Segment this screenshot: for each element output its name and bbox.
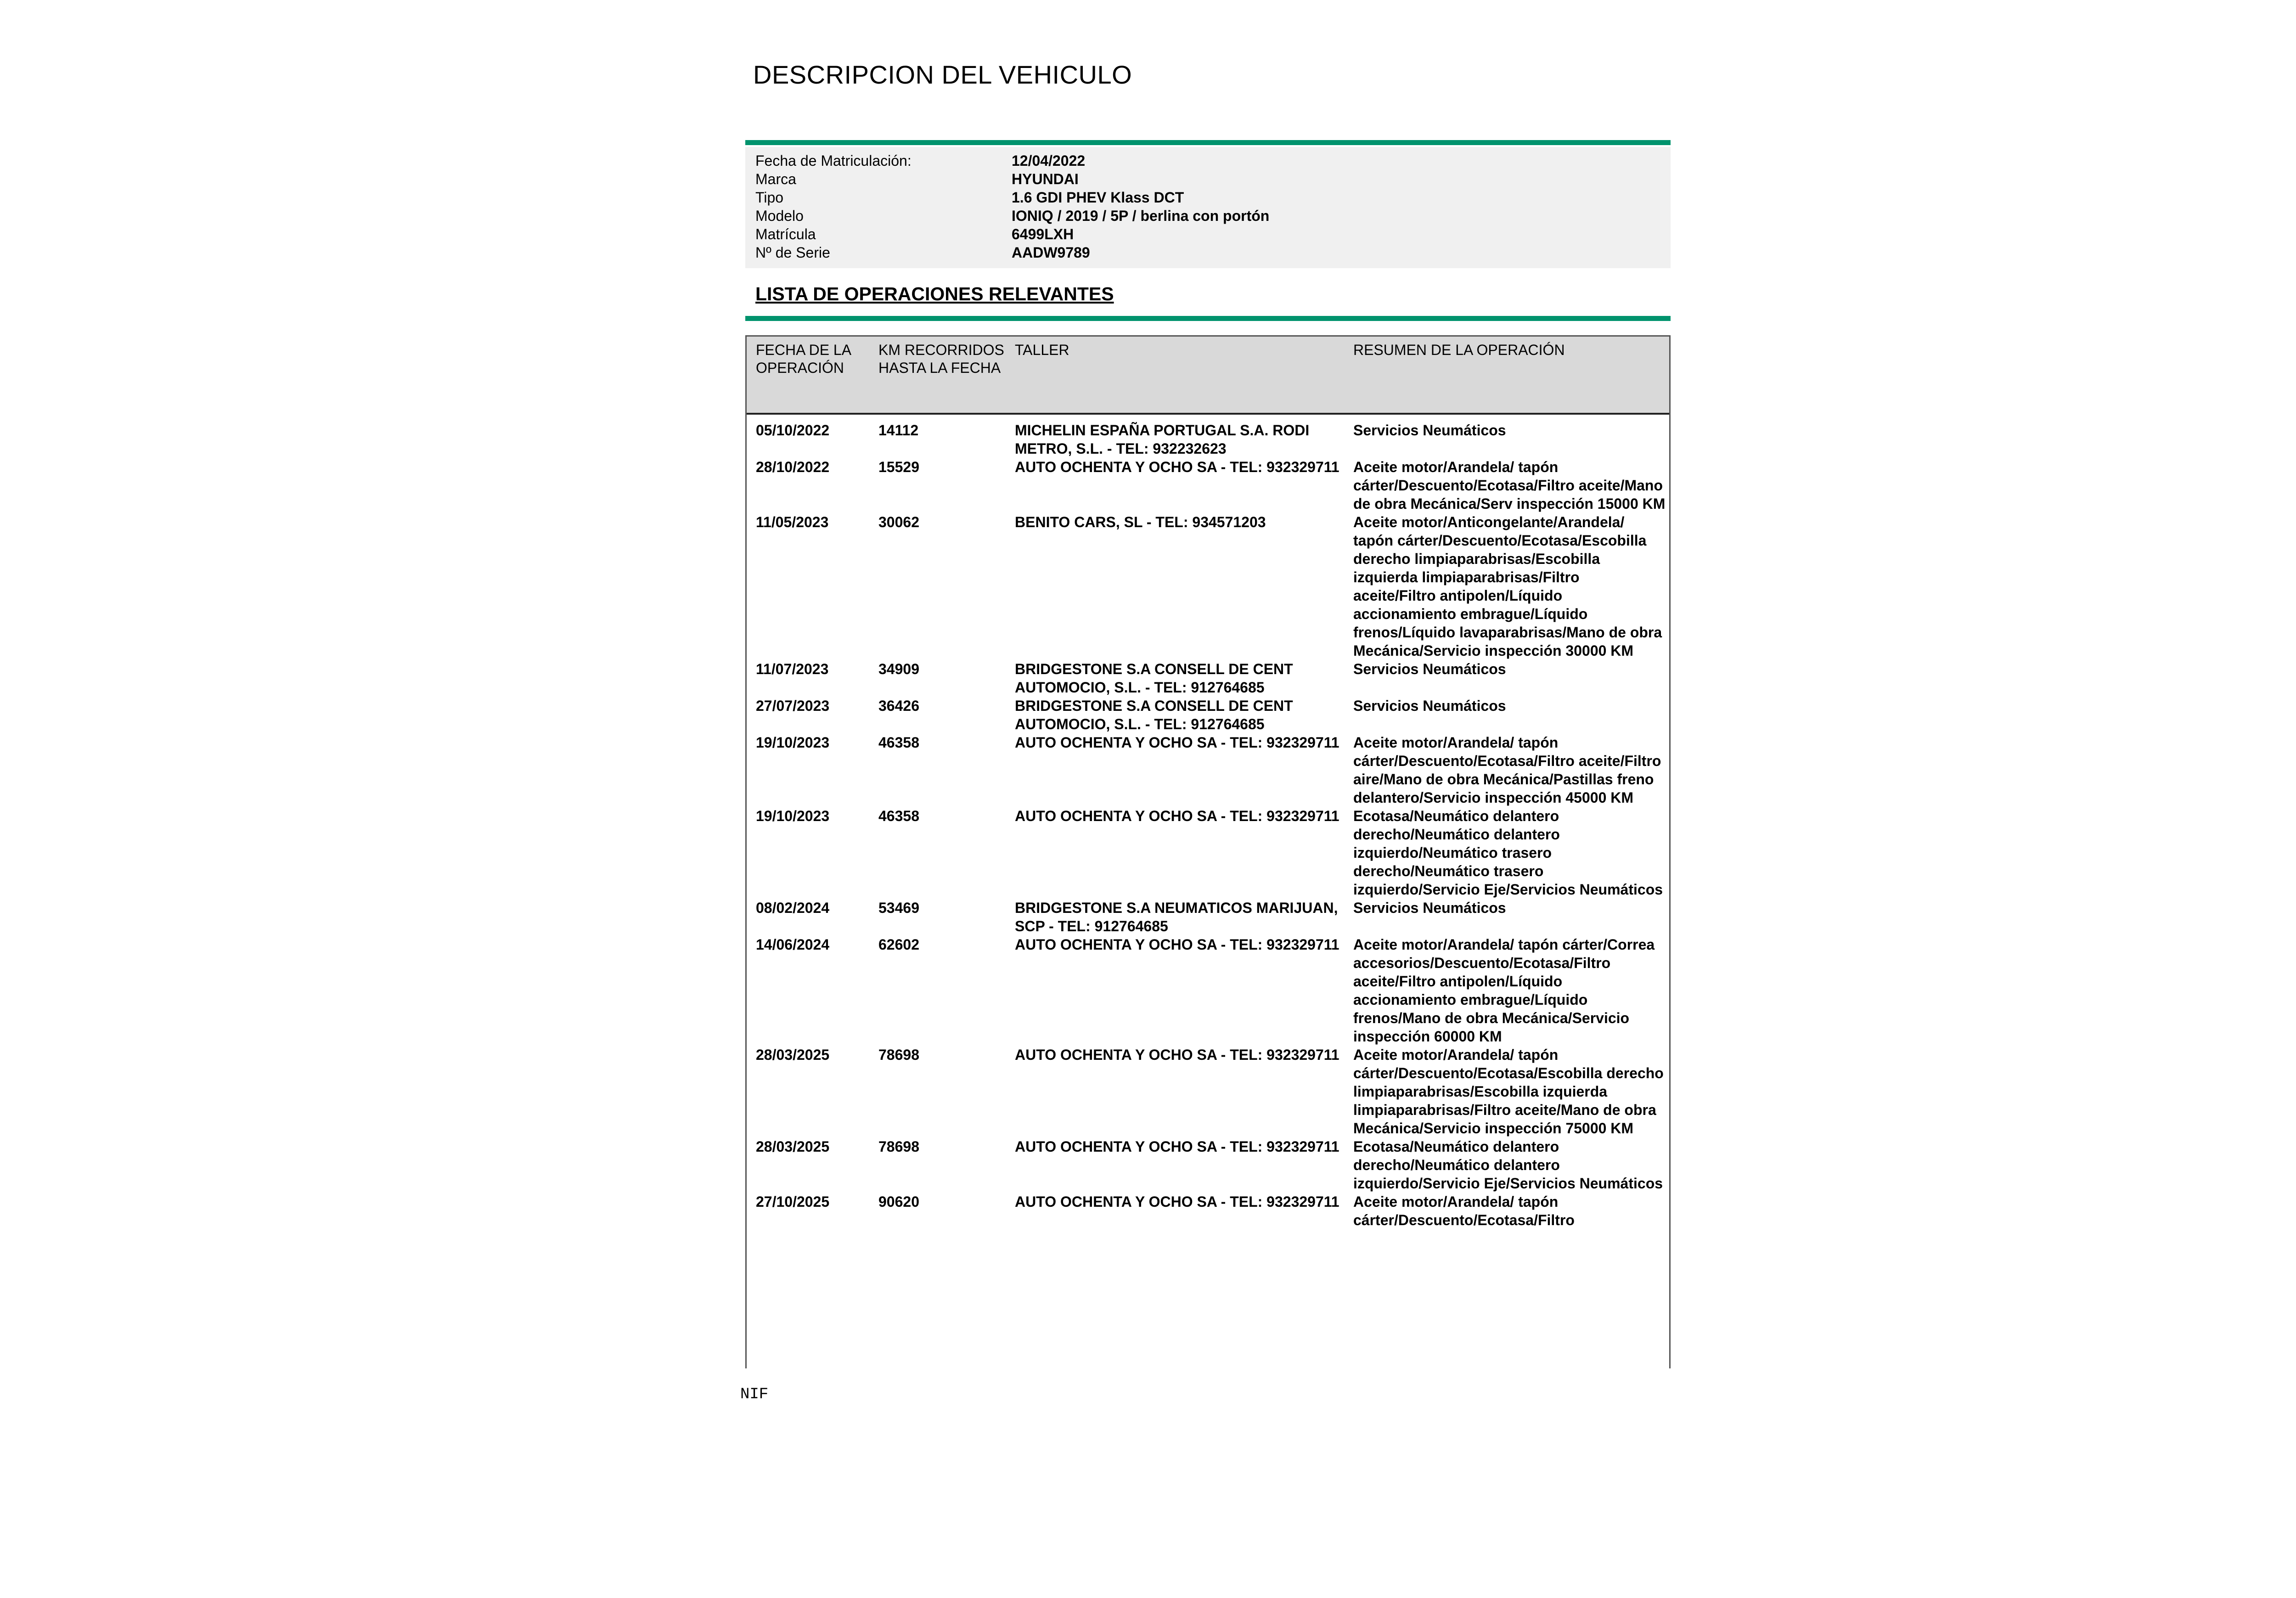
table-row	[747, 513, 1669, 660]
cell-date: 05/10/2022	[756, 422, 830, 439]
header-km: KM RECORRIDOS HASTA LA FECHA	[878, 342, 1004, 376]
table-row	[747, 1137, 1669, 1193]
cell-km: 36426	[878, 698, 919, 714]
table-row	[747, 1193, 1669, 1229]
operations-table-header	[747, 337, 1669, 415]
cell-date: 28/03/2025	[756, 1047, 830, 1063]
cell-summary: Ecotasa/Neumático delantero derecho/Neumático delantero izquierdo/Neumático trasero derecho/Neumático trasero izquierdo/Servicio Eje/Servicios Neumáticos	[1353, 808, 1663, 898]
cell-date: 19/10/2023	[756, 734, 830, 751]
cell-workshop: BRIDGESTONE S.A CONSELL DE CENT AUTOMOCIO, S.L. - TEL: 912764685	[1015, 661, 1293, 696]
cell-km: 62602	[878, 936, 919, 953]
cell-km: 46358	[878, 734, 919, 751]
cell-km: 90620	[878, 1193, 919, 1210]
table-row	[747, 421, 1669, 458]
vehicle-field-value: 1.6 GDI PHEV Klass DCT	[1012, 189, 1184, 206]
cell-workshop: MICHELIN ESPAÑA PORTUGAL S.A. RODI METRO, S.L. - TEL: 932232623	[1015, 422, 1310, 457]
cell-workshop: BENITO CARS, SL - TEL: 934571203	[1015, 514, 1266, 530]
cell-km: 53469	[878, 900, 919, 916]
footer-nif: NIF	[740, 1386, 769, 1403]
cell-workshop: AUTO OCHENTA Y OCHO SA - TEL: 932329711	[1015, 1047, 1339, 1063]
header-workshop: TALLER	[1015, 342, 1069, 358]
cell-summary: Servicios Neumáticos	[1353, 698, 1506, 714]
cell-summary: Aceite motor/Arandela/ tapón cárter/Descuento/Ecotasa/Filtro	[1353, 1193, 1575, 1228]
cell-date: 14/06/2024	[756, 936, 830, 953]
table-row	[747, 660, 1669, 697]
cell-km: 46358	[878, 808, 919, 824]
cell-date: 27/07/2023	[756, 698, 830, 714]
operations-section-title: LISTA DE OPERACIONES RELEVANTES	[755, 283, 1114, 304]
vehicle-field-label: Marca	[755, 171, 796, 187]
cell-workshop: AUTO OCHENTA Y OCHO SA - TEL: 932329711	[1015, 808, 1339, 824]
vehicle-field-value: 6499LXH	[1012, 226, 1074, 242]
section-divider	[745, 140, 1671, 145]
cell-workshop: AUTO OCHENTA Y OCHO SA - TEL: 932329711	[1015, 459, 1339, 475]
cell-summary: Ecotasa/Neumático delantero derecho/Neumático delantero izquierdo/Servicio Eje/Servicios Neumáticos	[1353, 1138, 1663, 1192]
cell-km: 78698	[878, 1047, 919, 1063]
cell-date: 08/02/2024	[756, 900, 830, 916]
cell-summary: Servicios Neumáticos	[1353, 661, 1506, 677]
page-title: DESCRIPCION DEL VEHICULO	[753, 60, 1132, 89]
vehicle-field-value: IONIQ / 2019 / 5P / berlina con portón	[1012, 208, 1270, 224]
vehicle-field-label: Matrícula	[755, 226, 816, 242]
section-divider	[745, 316, 1671, 321]
vehicle-field-label: Fecha de Matriculación:	[755, 152, 912, 169]
vehicle-field-label: Tipo	[755, 189, 784, 206]
table-row	[747, 458, 1669, 513]
vehicle-field-value: AADW9789	[1012, 244, 1090, 261]
cell-km: 15529	[878, 459, 919, 475]
cell-date: 11/05/2023	[756, 514, 829, 530]
cell-workshop: AUTO OCHENTA Y OCHO SA - TEL: 932329711	[1015, 1193, 1339, 1210]
cell-workshop: BRIDGESTONE S.A CONSELL DE CENT AUTOMOCIO, S.L. - TEL: 912764685	[1015, 698, 1293, 732]
vehicle-field-value: HYUNDAI	[1012, 171, 1079, 187]
cell-km: 34909	[878, 661, 919, 677]
vehicle-field-label: Modelo	[755, 208, 804, 224]
table-row	[747, 935, 1669, 1046]
cell-workshop: AUTO OCHENTA Y OCHO SA - TEL: 932329711	[1015, 1138, 1339, 1155]
header-date: FECHA DE LA OPERACIÓN	[756, 342, 851, 376]
cell-workshop: BRIDGESTONE S.A NEUMATICOS MARIJUAN, SCP - TEL: 912764685	[1015, 900, 1338, 934]
table-row	[747, 697, 1669, 733]
vehicle-info-grid	[755, 152, 1269, 262]
cell-km: 78698	[878, 1138, 919, 1155]
cell-summary: Aceite motor/Arandela/ tapón cárter/Descuento/Ecotasa/Filtro aceite/Mano de obra Mecánica/Serv inspección 15000 KM	[1353, 459, 1666, 512]
cell-summary: Servicios Neumáticos	[1353, 900, 1506, 916]
cell-km: 30062	[878, 514, 919, 530]
cell-summary: Aceite motor/Anticongelante/Arandela/ tapón cárter/Descuento/Ecotasa/Escobilla derecho limpiaparabrisas/Escobilla izquierda limpiaparabrisas/Filtro aceite/Filtro antipolen/Líquido accionamiento embrague/Líquido frenos/Líquido lavaparabrisas/Mano de obra Mecánica/Servicio inspección 30000 KM	[1353, 514, 1662, 659]
table-row	[747, 1046, 1669, 1137]
cell-workshop: AUTO OCHENTA Y OCHO SA - TEL: 932329711	[1015, 734, 1339, 751]
table-row	[747, 807, 1669, 899]
operations-table-body	[747, 415, 1669, 1229]
vehicle-field-value: 12/04/2022	[1012, 152, 1086, 169]
cell-summary: Aceite motor/Arandela/ tapón cárter/Correa accesorios/Descuento/Ecotasa/Filtro aceite/Filtro antipolen/Líquido accionamiento embrague/Líquido frenos/Mano de obra Mecánica/Servicio inspección 60000 KM	[1353, 936, 1655, 1045]
operations-table	[745, 335, 1671, 1368]
cell-summary: Aceite motor/Arandela/ tapón cárter/Descuento/Ecotasa/Filtro aceite/Filtro aire/Mano de obra Mecánica/Pastillas freno delantero/Servicio inspección 45000 KM	[1353, 734, 1661, 806]
table-row	[747, 733, 1669, 807]
cell-date: 28/10/2022	[756, 459, 830, 475]
cell-km: 14112	[878, 422, 919, 439]
cell-workshop: AUTO OCHENTA Y OCHO SA - TEL: 932329711	[1015, 936, 1339, 953]
cell-date: 11/07/2023	[756, 661, 829, 677]
cell-summary: Aceite motor/Arandela/ tapón cárter/Descuento/Ecotasa/Escobilla derecho limpiaparabrisas/Escobilla izquierda limpiaparabrisas/Filtro aceite/Mano de obra Mecánica/Servicio inspección 75000 KM	[1353, 1047, 1664, 1137]
table-row	[747, 899, 1669, 935]
cell-summary: Servicios Neumáticos	[1353, 422, 1506, 439]
vehicle-field-label: Nº de Serie	[755, 244, 830, 261]
cell-date: 27/10/2025	[756, 1193, 830, 1210]
vehicle-info-panel	[745, 147, 1671, 268]
cell-date: 19/10/2023	[756, 808, 830, 824]
cell-date: 28/03/2025	[756, 1138, 830, 1155]
header-summary: RESUMEN DE LA OPERACIÓN	[1353, 342, 1565, 358]
